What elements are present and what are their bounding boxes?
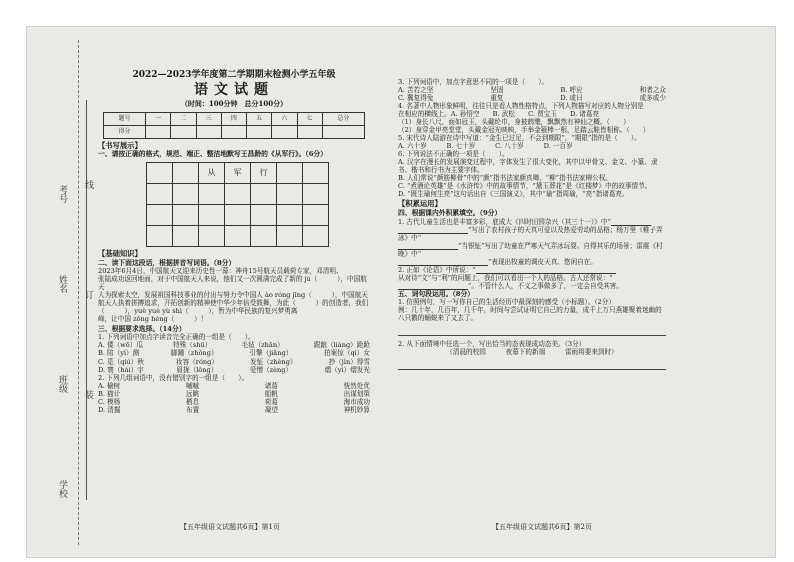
q3-1-option-row (98, 366, 370, 374)
q2-text-line: 张陆成功返回地面，对于中国航天人来说，他们又一次圆满完成了新的 jù（ ），中国航天 (98, 274, 367, 291)
q3-2-option-row (98, 382, 370, 390)
section-accumulation: 【积累运用】 (398, 199, 442, 209)
option-text: C. 模杨 (98, 397, 121, 406)
answer-blank[interactable] (398, 282, 468, 290)
answer-blank[interactable] (611, 218, 651, 226)
q4-2-text: 从对待“文”与“利”的问题上，我们可以看出一个人的品格。古人还常说：“ (398, 273, 613, 282)
binding-margin (32, 40, 92, 550)
q3-4-item: （1）身长八尺，面如冠玉，头戴纶巾，身披鹤氅，飘飘然有神仙之概。（ ） (398, 118, 630, 127)
grid-cell[interactable] (303, 163, 329, 184)
q3-4-options: 在相应的横线上。A. 孙悟空 B. 武松 C. 贾宝玉 D. 诸葛亮 (398, 110, 600, 119)
score-cell: 题号 (104, 112, 146, 125)
q3-1-stem: 1. 下列词语中加点字读音完全正确的一组是（ ）。 (98, 333, 255, 342)
answer-line[interactable] (398, 360, 666, 370)
name-label: 姓名 (57, 275, 67, 293)
q3-6-option: C. “煮酒论英雄”是《水浒传》中的故事情节，“黛玉葬花”是《红楼梦》中的故事情节。 (398, 182, 652, 191)
q3-2-option-row (98, 398, 370, 406)
grid-cell[interactable] (251, 205, 277, 226)
grid-cell[interactable] (173, 163, 199, 184)
option-text: 发怔（zhènɡ） (250, 357, 297, 366)
q4-1-text: ”写出了农村孩子的天真可爱以及热爱劳动的品格；杨万里《稚子弄冰》中“ (398, 225, 663, 242)
option-text: 拍案惊（qì）女 (324, 349, 370, 358)
q3-2-option-row (98, 406, 370, 414)
score-cell: 六 (272, 112, 297, 125)
section-basics: 【基础知识】 (98, 248, 142, 258)
q3-3-stem: 3. 下列词语中，加点字意思不同的一项是（ ）。 (398, 78, 549, 86)
grid-cell: 从 (199, 163, 225, 184)
option-text: 特殊（shū） (173, 341, 212, 350)
option-text: 神机妙算 (343, 405, 370, 414)
q3-6-option: A. 汉字在漫长的发展演变过程中，字体发生了很大变化，其中以甲骨文、金文、小篆、隶书、楷书和行书为主要字体。 (398, 158, 658, 175)
option-text: 眉拢（lǒnɡ） (176, 365, 218, 374)
score-cell: 四 (221, 112, 246, 125)
q5-1-stem: 1. 仿照例句，写一写你自己的生活经历中最深刻的感受（小标题）。（2分） (398, 298, 615, 307)
grid-cell[interactable] (147, 163, 173, 184)
question-4: 四、根据课内外积累填空。（9分） (398, 209, 502, 218)
binding-decor-2: 订 (83, 290, 93, 299)
score-table-score-row (104, 125, 365, 138)
score-input-cell[interactable] (322, 125, 364, 138)
grid-cell[interactable] (225, 184, 251, 205)
binding-dashed-line (78, 40, 79, 545)
exam-subject-title: 语文试题 (194, 81, 274, 98)
option-text: 布置 (186, 405, 200, 414)
score-input-cell[interactable] (146, 125, 171, 138)
q3-6-option: B. 人们常说“颜筋柳骨”中的“颜”指书法家颜真卿，“柳”指书法家柳公权。 (398, 174, 612, 183)
option-text: B. 呼应 (560, 86, 583, 95)
q4-2-line (398, 274, 666, 282)
q3-1-option-row (98, 358, 370, 366)
grid-cell: 军 (225, 163, 251, 184)
q4-2-line (398, 266, 666, 274)
option-text: D. 或曰 (560, 94, 583, 103)
question-2: 二、读下面这段话，根据拼音写词语。（8分） (98, 258, 236, 267)
option-text: 坚固 (490, 86, 504, 95)
q3-5-stem: 5. 宋代诗人陆游在诗中写道：“金生已过足，不会到期限”，“期限”指的是（ ）。 (398, 134, 641, 143)
q3-2-option-row (98, 390, 370, 398)
option-text: 嘁嘁 (185, 381, 200, 390)
q5-2-stem: 2. 从下面情境中任选一个，写出恰当的态表现成动态美。（3分） (398, 340, 586, 349)
option-text: C. 冀复得兔 (398, 94, 434, 103)
grid-cell[interactable] (225, 226, 251, 247)
q2-text-line: （ ），yuè yuè yù shì（ ），暂为中华民族的复兴梦勇离 (98, 307, 298, 316)
grid-cell[interactable] (277, 184, 303, 205)
q3-4-stem: 4. 名著中人物形象鲜明，往往只是看人物性格特点，下列人物描写对应的人物分别是 (398, 102, 644, 111)
binding-decor-3: 装 (83, 390, 93, 399)
grid-cell[interactable] (277, 205, 303, 226)
option-text: 出谋划策 (343, 389, 370, 398)
grid-cell[interactable] (173, 226, 199, 247)
page-2 (398, 78, 666, 374)
option-text: 引擎（jiǎnɡ） (249, 349, 293, 358)
score-cell: 得分 (104, 125, 146, 138)
q4-1-line (398, 218, 666, 226)
q4-2-text: ”。不管什么人，不义之事做多了，一定会自受其害。 (468, 281, 624, 290)
q3-6-option: D. “既生瑜何生亮”这句话出自《三国演义》，其中“瑜”指周瑜，“亮”指诸葛亮。 (398, 190, 629, 199)
page-2-footer: 【五年级语文试题共6页】第2页 (492, 523, 592, 531)
answer-line[interactable] (398, 326, 666, 336)
binding-solid-line (86, 100, 87, 500)
q3-4-item: （2）身穿金甲亮堂堂，头戴金冠光映映，手举金箍棒一根，足踏云鞋皆相称。（ ） (398, 126, 650, 135)
option-text: 毛毡（zhān） (241, 341, 284, 350)
q2-text-line: 人为探索太空，发展祖国科技事业的付出与努力令中国人 ào rónɡ jīnɡ（ ），中国航天 (98, 291, 368, 300)
grid-cell[interactable] (147, 184, 173, 205)
q5-2-choices: （清晨的校园 夜幕下的新端 雷雨将要来到时） (446, 348, 618, 357)
grid-cell[interactable] (251, 226, 277, 247)
grid-cell[interactable] (303, 184, 329, 205)
score-table (103, 112, 365, 139)
option-text: A. 倭（wō）瓜 (98, 341, 143, 350)
option-text: D. 寰（hái）宇 (98, 365, 144, 374)
binding-decor-1: 线 (83, 180, 93, 189)
grid-cell[interactable] (303, 226, 329, 247)
option-text: 妆容（rónɡ） (176, 357, 218, 366)
page-1-footer: 【五年级语文试题共6页】第1页 (180, 523, 280, 531)
grid-cell[interactable] (277, 163, 303, 184)
score-input-cell[interactable] (196, 125, 221, 138)
q5-1-example: 例：几十年，几百年，几千年，时间与尝试证明它自己的力量，成千上万只燕雄聚着迷幽的八只鹅的蛹蜕来了又去了。 (398, 306, 662, 323)
q4-2-line (398, 282, 666, 290)
grid-cell[interactable] (225, 205, 251, 226)
exam-number-label: 考号 (57, 185, 67, 203)
exam-info: （时间：100分钟 总分100分） (180, 99, 288, 109)
option-text: 重复 (490, 94, 504, 103)
option-text: B. 陪（yì）测 (98, 349, 140, 358)
q2-text-line: 航天人执着拼搏追求，开拓创新的精神使中华少年倍受鼓舞，为此（ ）的创造者，我们 (98, 299, 369, 308)
option-text: A. 榆树 (98, 381, 121, 390)
q2-text-line: 峰，让中国 zōnɡ hénɡ（ ）！ (98, 315, 208, 324)
option-text: A. 苦若之坚 (398, 86, 434, 95)
score-cell: 五 (247, 112, 272, 125)
question-3: 三、根据要求选择。（14分） (98, 325, 186, 334)
option-text: 远眺 (185, 389, 200, 398)
option-text: B. 猫计 (98, 389, 121, 398)
score-input-cell[interactable] (171, 125, 196, 138)
score-cell: 一 (146, 112, 171, 125)
option-text: 海市成功 (343, 397, 370, 406)
option-text: 脚踵（zhǒnɡ） (171, 349, 218, 358)
score-input-cell[interactable] (221, 125, 246, 138)
option-text: 熠（yì）熠发光 (324, 365, 370, 374)
option-text: 恍然处优 (343, 381, 370, 390)
q4-1-line (398, 226, 666, 242)
class-label: 班级 (57, 375, 67, 393)
grid-cell[interactable] (147, 226, 173, 247)
option-text: D. 清掘 (98, 405, 121, 414)
q3-1-option-row (98, 349, 370, 357)
score-input-cell[interactable] (272, 125, 297, 138)
q3-2-stem: 2. 下列几组词语中，没有错别字的一组是（ ）。 (98, 373, 249, 382)
option-text: 栖息 (185, 397, 200, 406)
option-text: 抄（jìn）得雪 (328, 357, 370, 366)
section-writing: 【书写展示】 (98, 140, 142, 150)
score-cell: 七 (297, 112, 322, 125)
grid-cell[interactable] (173, 184, 199, 205)
question-1: 一、请按正确的格式，规范、端正、整洁地默写王昌龄的《从军行》。（6分） (98, 150, 328, 159)
q4-1-line (398, 258, 666, 266)
score-cell: 总分 (322, 112, 364, 125)
answer-blank[interactable] (476, 266, 616, 274)
option-text: 和者之众 (639, 86, 666, 95)
option-text: 荷葛 (264, 397, 278, 406)
q3-3-option-row (398, 86, 666, 94)
school-label: 学校 (57, 480, 67, 498)
grid-cell[interactable] (199, 184, 225, 205)
grid-cell[interactable] (147, 205, 173, 226)
option-text: 船帆 (264, 389, 278, 398)
option-text: 爱憎（zènɡ） (249, 365, 293, 374)
score-cell: 三 (196, 112, 221, 125)
score-input-cell[interactable] (297, 125, 322, 138)
q3-3-option-row (398, 94, 666, 102)
exam-title-line: 2022—2023学年度第二学期期末检测小学五年级 (132, 70, 336, 80)
answer-blank[interactable] (398, 258, 488, 266)
grid-cell[interactable] (277, 226, 303, 247)
answer-blank[interactable] (398, 226, 468, 234)
score-input-cell[interactable] (247, 125, 272, 138)
score-cell: 二 (171, 112, 196, 125)
q3-5-options: A. 六十岁 B. 七十岁 C. 八十岁 D. 一百岁 (398, 142, 573, 151)
grid-cell[interactable] (173, 205, 199, 226)
q2-text-line: 2023年6月4日，中国航天又迎来历史性一幕：神舟15号航天员载荷专家，邓清明、 (98, 266, 343, 275)
option-text: C. 觅（qiú）秋 (98, 357, 144, 366)
grid-cell: 行 (251, 163, 277, 184)
score-table-header-row (104, 112, 365, 125)
q4-2-text: 2. 正如《论语》中所说：“ (398, 265, 476, 274)
option-text: 凝望 (264, 405, 278, 414)
grid-cell[interactable] (303, 205, 329, 226)
q4-1-text: 1. 古代儿童生活也是丰富多彩，底成大《四时田园杂兴（其三十一）》中“ (398, 217, 611, 226)
question-5: 五、词句段运用。（8分） (398, 289, 475, 298)
option-text: 诸葛 (264, 381, 278, 390)
q4-1-text: ”表现出牧童的调皮天真、悠闲自在。 (488, 257, 597, 266)
q4-1-line (398, 242, 666, 258)
q3-6-stem: 6. 下列说法不正确的一项是（ ）。 (398, 150, 509, 159)
grid-cell[interactable] (199, 205, 225, 226)
option-text: 或多或少 (639, 94, 666, 103)
option-text: 跟踉（liànɡ）跄跄 (313, 341, 370, 350)
q4-1-text: ”当银钲”写出了幼童在严寒天气弄冰玩耍、自得其乐的场景；雷震《村晚》中“ (398, 241, 663, 258)
grid-cell[interactable] (199, 226, 225, 247)
page-1 (98, 70, 370, 414)
writing-grid (146, 162, 329, 247)
grid-cell[interactable] (251, 184, 277, 205)
answer-blank[interactable] (398, 242, 458, 250)
